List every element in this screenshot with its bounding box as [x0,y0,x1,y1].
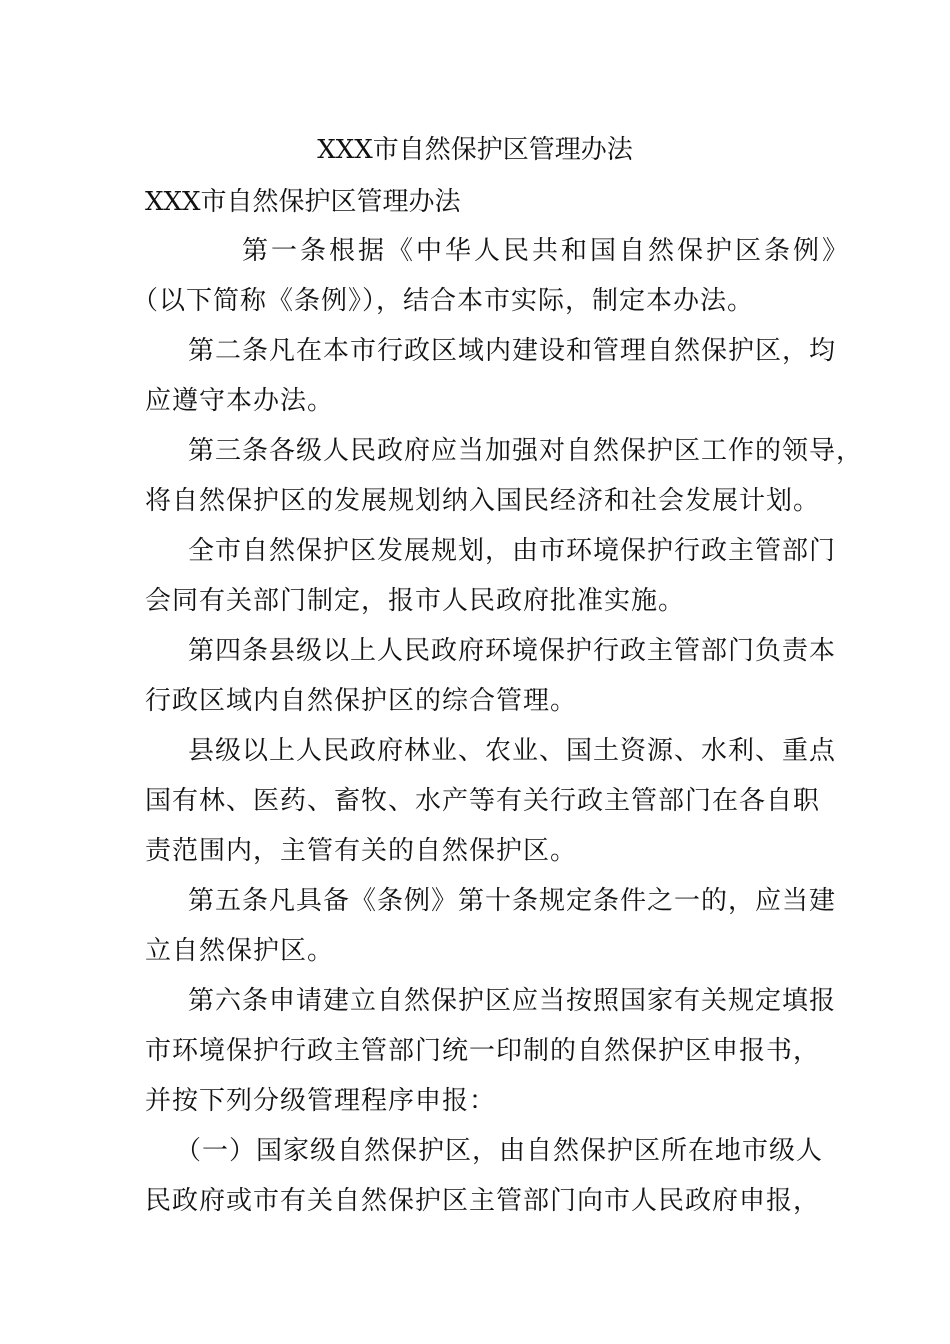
text-line: （一）国家级自然保护区，由自然保护区所在地市级人 [175,1136,824,1166]
text-line: 第二条凡在本市行政区域内建设和管理自然保护区，均 [188,336,837,366]
document-subtitle: XXX市自然保护区管理办法 [145,187,461,217]
text-line: 将自然保护区的发展规划纳入国民经济和社会发展计划。 [145,486,821,516]
text-line: 会同有关部门制定，报市人民政府批准实施。 [145,586,686,616]
text-line: 立自然保护区。 [145,936,335,966]
text-line: 行政区域内自然保护区的综合管理。 [145,686,578,716]
text-line: 第五条凡具备《条例》第十条规定条件之一的，应当建 [188,886,837,916]
text-line: 全市自然保护区发展规划，由市环境保护行政主管部门 [188,536,837,566]
text-line: 县级以上人民政府林业、农业、国土资源、水利、重点 [188,736,837,766]
text-line: （以下简称《条例》），结合本市实际，制定本办法。 [132,286,755,316]
text-line: 国有林、医药、畜牧、水产等有关行政主管部门在各自职 [145,786,821,816]
text-line: 责范围内，主管有关的自然保护区。 [145,836,578,866]
text-line: 应遵守本办法。 [145,386,335,416]
text-line: 并按下列分级管理程序申报： [145,1086,497,1116]
text-line: 第六条申请建立自然保护区应当按照国家有关规定填报 [188,986,837,1016]
text-line: 民政府或市有关自然保护区主管部门向市人民政府申报， [145,1186,821,1216]
text-line: 第一条根据《中华人民共和国自然保护区条例》 [242,236,852,266]
text-line: 第四条县级以上人民政府环境保护行政主管部门负责本 [188,636,837,666]
text-line: 第三条各级人民政府应当加强对自然保护区工作的领导， [188,436,864,466]
text-line: 市环境保护行政主管部门统一印制的自然保护区申报书， [145,1036,821,1066]
document-title: XXX市自然保护区管理办法 [317,135,633,165]
